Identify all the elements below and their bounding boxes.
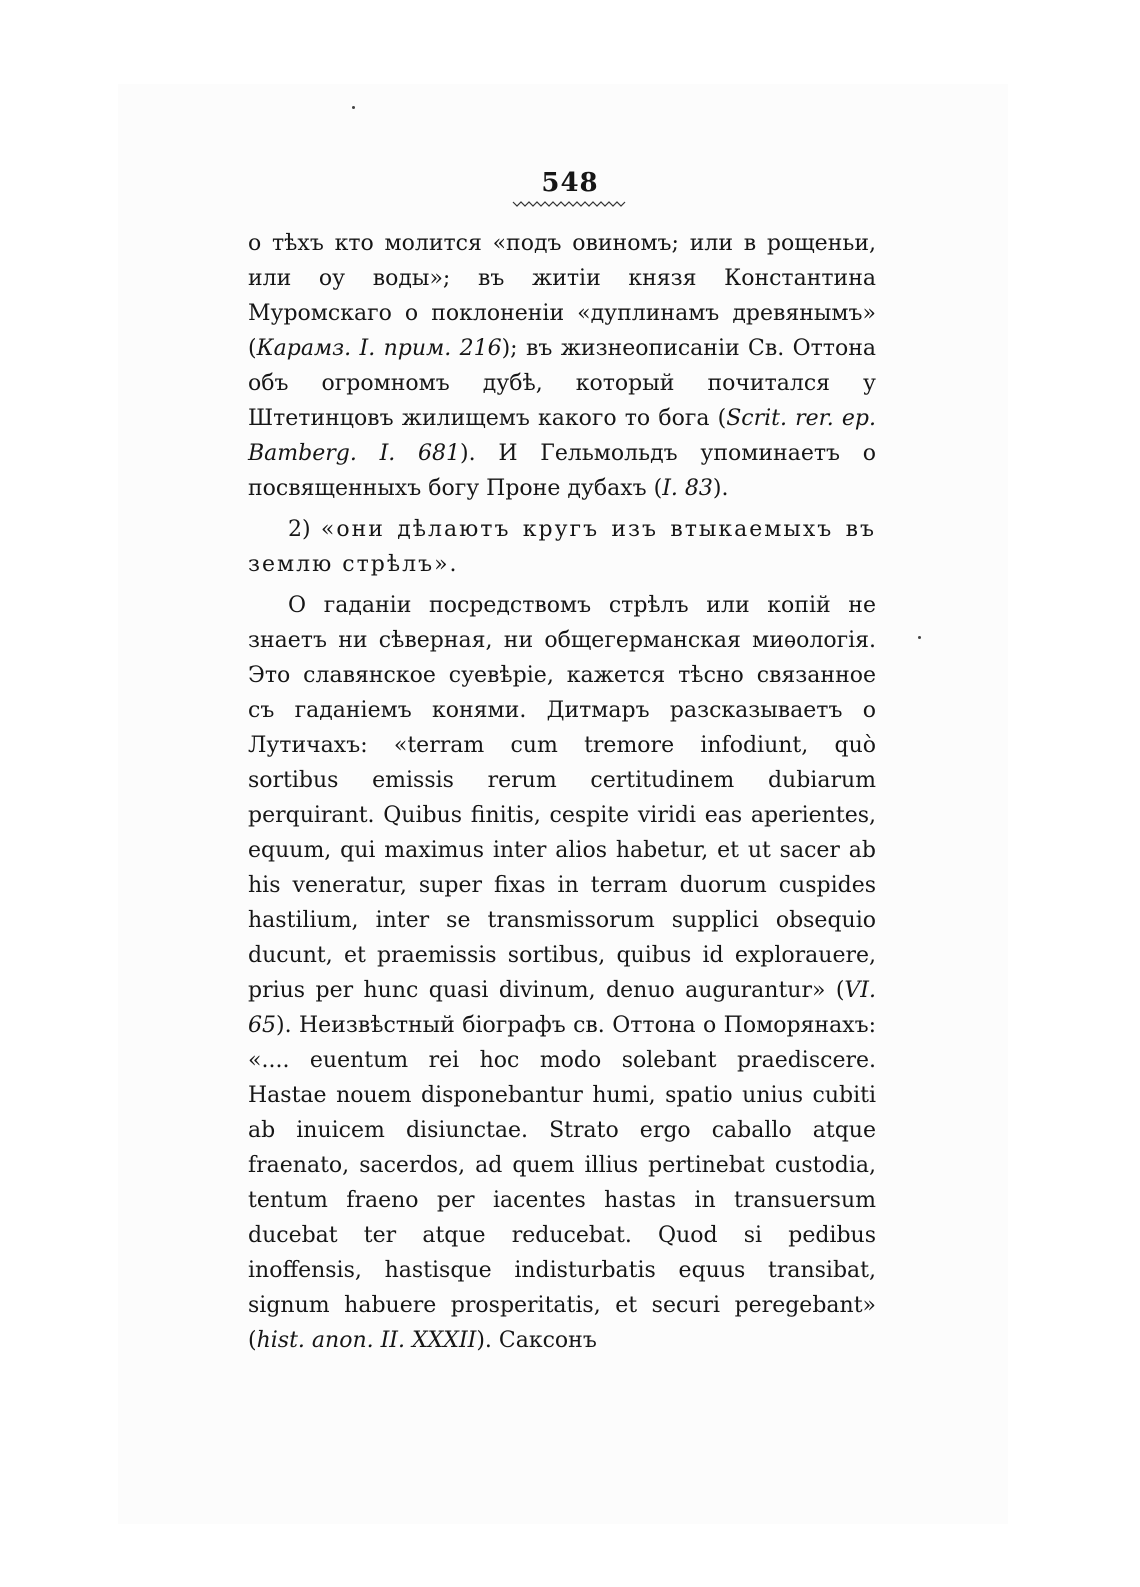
citation-karamzin: Карамз. I. прим. 216 [256,336,502,361]
text-run: ). Неизвѣстный біографъ св. Оттона о Поморянахъ: «.... euentum rei hoc modo solebant praediscere. Hastae nouem disponebantur humi, spatio unius cubiti ab inuicem disiunctae. Strato ergo caballo atque fraenato, sacerdos, ad quem illius pertinebat custodia, tentum fraeno per iacentes hastas in transuersum ducebat ter atque reducebat. Quod si pedibus inoffensis, hastisque indisturbatis equus transibat, signum habuere prosperitatis, et securi peregebant» ( [248,1013,876,1353]
text-run: ). Саксонъ [476,1328,597,1353]
wavy-underline-ornament [511,198,629,210]
text-run: ). И Гельмольдъ упоминаетъ о посвященныхъ богу Проне дубахъ ( [248,441,876,501]
citation-helmold: I. 83 [662,476,713,501]
page-header [0,168,1140,210]
citation-bamberg: Scrit. rer. ep. Bamberg. I. 681 [248,406,877,466]
paragraph-2 [248,512,876,582]
citation-hist-anon: hist. anon. II. XXXII [256,1328,477,1353]
paragraph-1 [248,226,876,506]
text-run: ); въ жизнеописаніи Св. Оттона объ огромномъ дубѣ, который почитался у Штетинцовъ жилищемъ какого то бога ( [248,336,876,431]
scan-speck [352,106,355,109]
scan-speck [918,636,921,639]
body-text [248,226,876,1364]
citation-thietmar: VI. 65 [248,978,876,1038]
page-number: 548 [541,168,599,198]
text-run: О гаданіи посредствомъ стрѣлъ или копій не знаетъ ни сѣверная, ни общегерманская миѳологія. Это славянское суевѣріе, кажется тѣсно связанное съ гаданіемъ конями. Дитмаръ разсказываетъ о Лутичахъ: «terram cum tremore infodiunt, quò sortibus emissis rerum certitudinem dubiarum perquirant. Quibus finitis, cespite viridi eas aperientes, equum, qui maximus inter alios habetur, et ut sacer ab his veneratur, super fixas in terram duorum cuspides hastilium, inter se transmissorum supplici obsequio ducunt, et praemissis sortibus, quibus id explorauere, prius per hunc quasi divinum, denuo augurantur» ( [248,593,876,1003]
paragraph-3 [248,588,876,1358]
text-run: ). [712,476,729,501]
quoted-heading: «они дѣлаютъ кругъ изъ втыкаемыхъ въ землю стрѣлъ». [248,517,876,577]
text-run: о тѣхъ кто молится «подъ овиномъ; или в рощеньи, или оу воды»; въ житіи князя Константина Муромскаго о поклоненіи «дуплинамъ древянымъ» ( [248,231,876,361]
list-number: 2) [288,517,321,542]
